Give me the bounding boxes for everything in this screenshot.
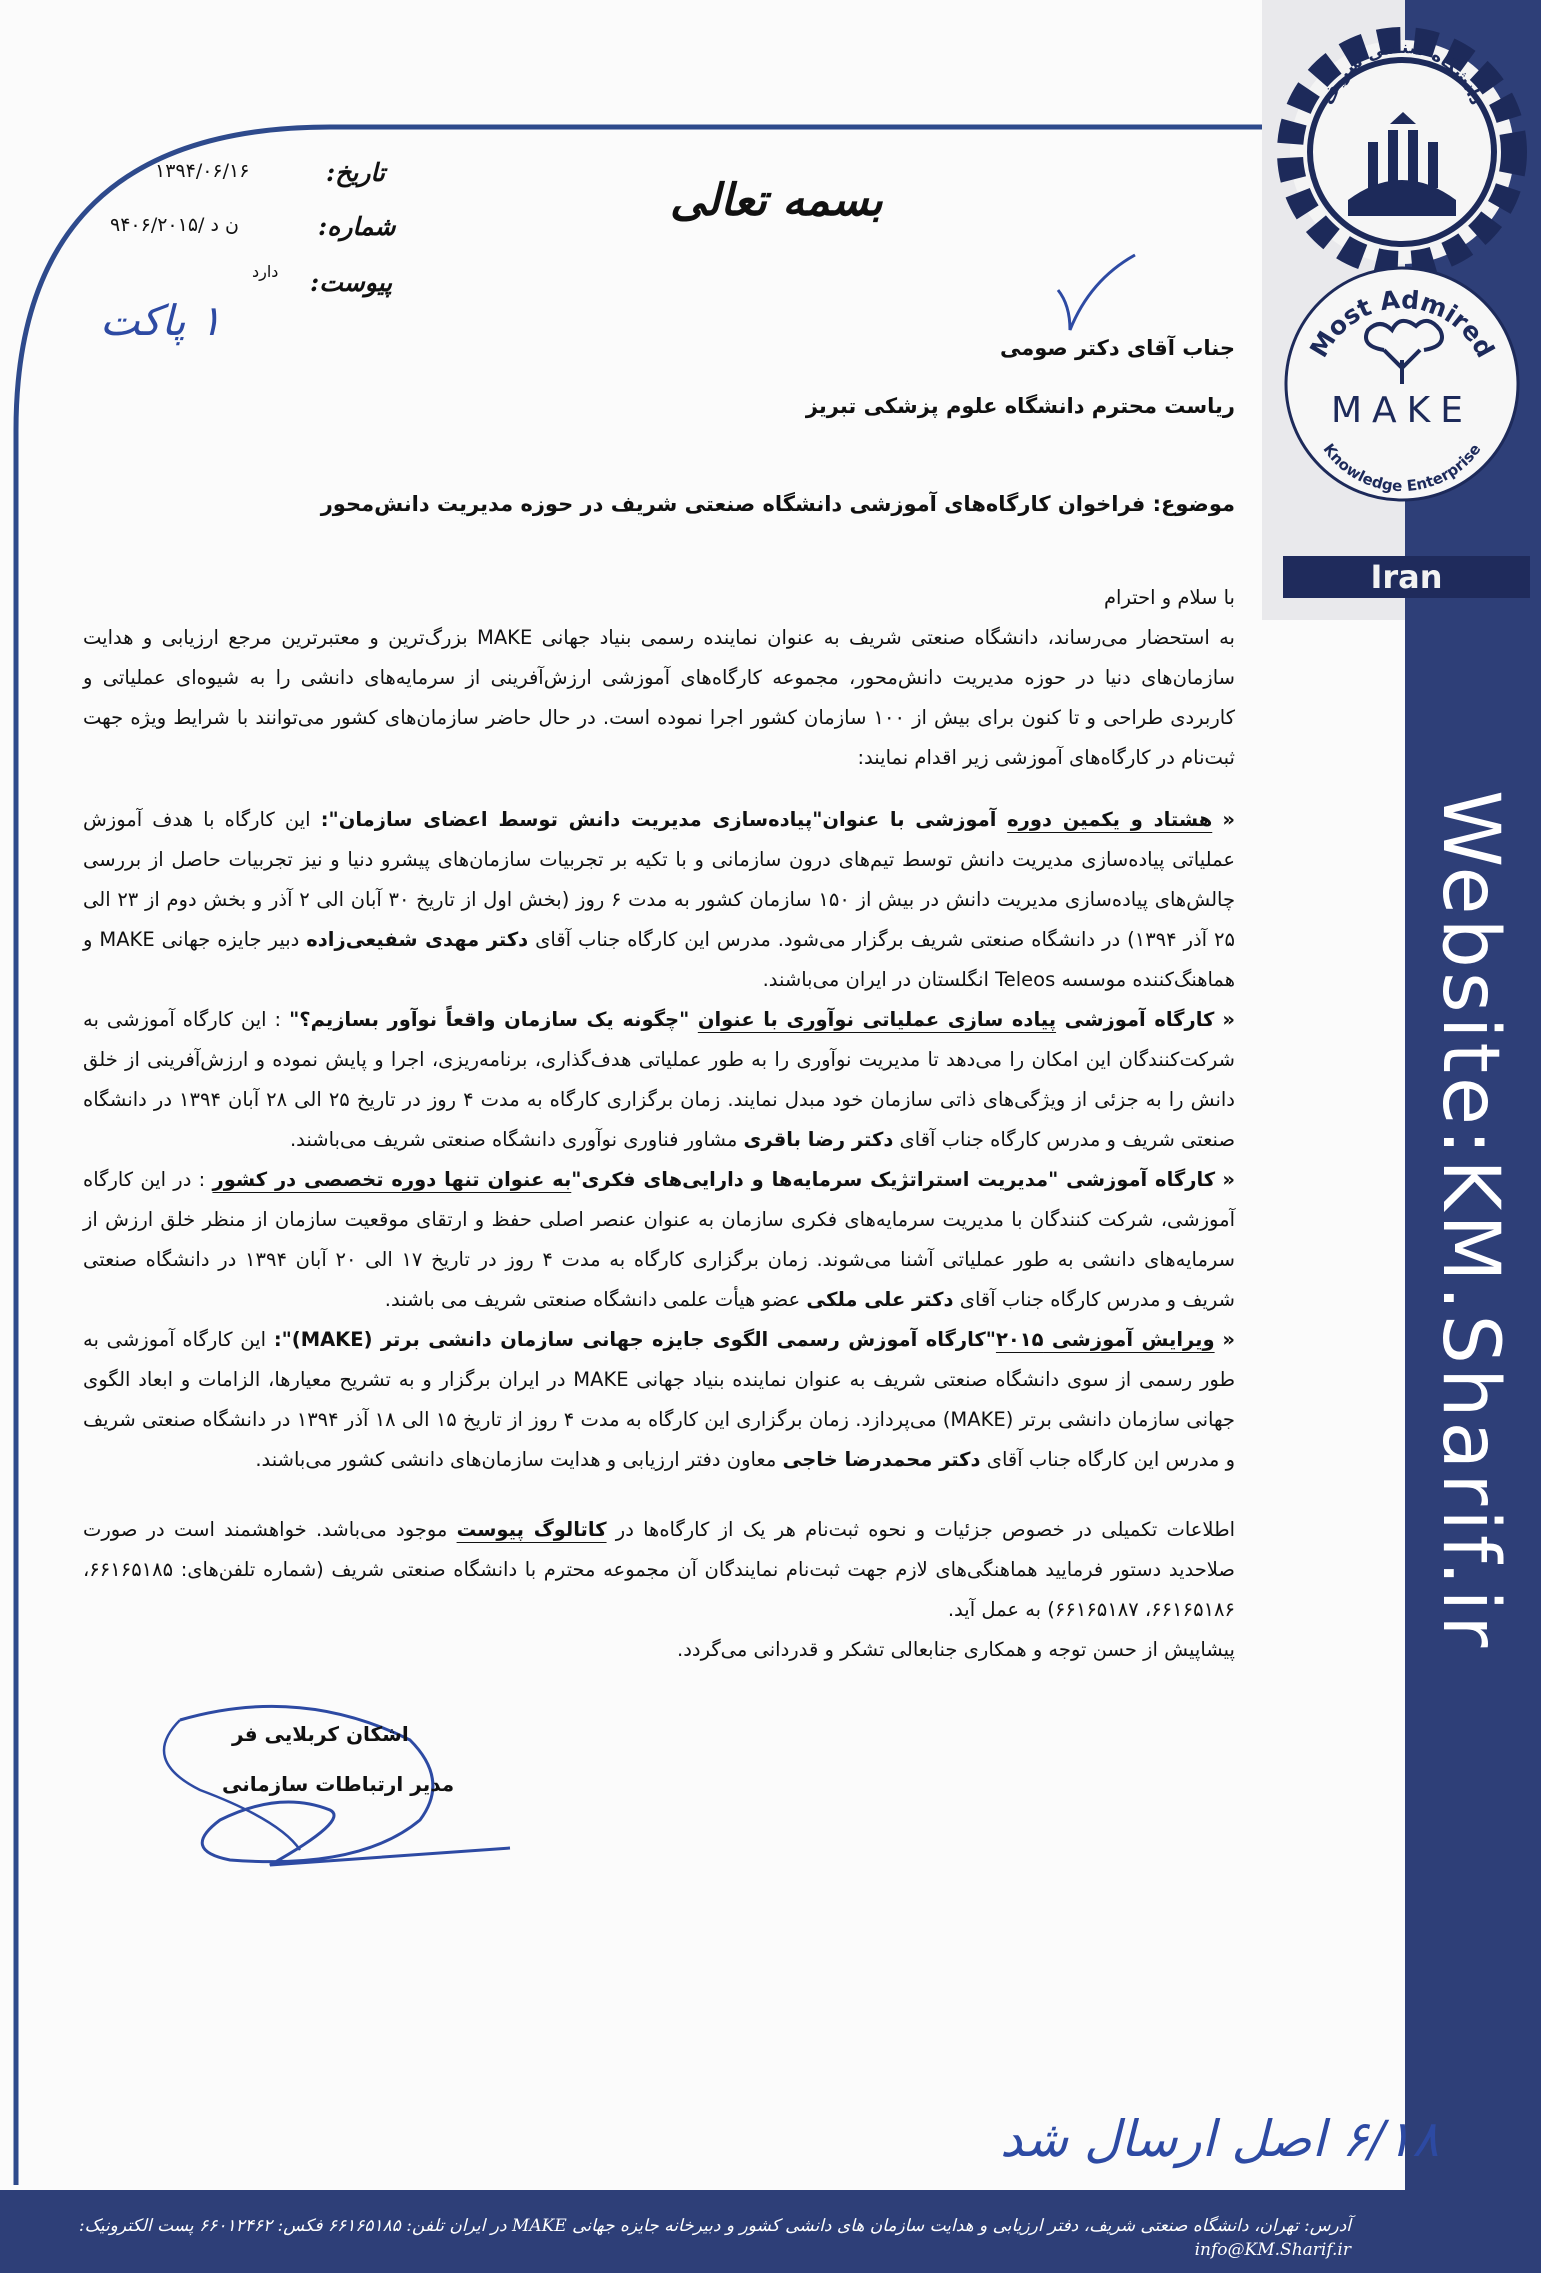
logo-text: دانشگاه صنعتی شریف (1318, 37, 1486, 108)
body-text: : این کارگاه آموزشی به شرکت‌کنندگان این امکان را می‌دهد تا مدیریت نوآوری را به طور عملیاتی هدف‌گذاری، برنامه‌ریزی، اجرا و پایش نموده و ارزش‌آفرینی از خلق دانش را به جزئی از ویژگی‌های ذاتی سازمان خود مبدل نمایند. زمان برگزاری کارگاه به مدت ۴ روز در تاریخ ۲۵ الی ۲۸ آبان ۱۳۹۴ در دانشگاه صنعتی شریف و مدرس کارگاه جناب آقای (83, 1008, 1235, 1151)
thanks-line: پیشاپیش از حسن توجه و همکاری جنابعالی تشکر و قدردانی می‌گردد. (677, 1638, 1235, 1661)
intro-paragraph: به استحضار می‌رساند، دانشگاه صنعتی شریف به عنوان نماینده رسمی بنیاد جهانی MAKE بزرگ‌ترین و معتبرترین مرجع ارزیابی و هدایت سازمان‌های دنیا در حوزه مدیریت دانش‌محور، مجموعه کارگاه‌های آموزشی ارزش‌آفرینی از سرمایه‌های دانشی را به شیوه‌ای عملیاتی و کاربردی طراحی و تا کنون برای بیش از ۱۰۰ سازمان کشور اجرا نموده است. در حال حاضر سازمان‌های کشور می‌توانند با شرایط ویژه جهت ثبت‌نام در کارگاه‌های آموزشی زیر اقدام نمایند: (83, 626, 1235, 769)
emphasized-text: به عنوان تنها دوره تخصصی در کشور (212, 1168, 572, 1191)
body-text: اطلاعات تکمیلی در خصوص جزئیات و نحوه ثبت‌نام هر یک از کارگاه‌ها در (606, 1518, 1236, 1541)
attachment-label: پیوست: (310, 268, 393, 297)
emphasized-text: "چگونه یک سازمان واقعاً نوآور بسازیم؟" (289, 1008, 698, 1031)
date-label: تاریخ: (326, 158, 385, 187)
checkmark-icon (1050, 250, 1140, 340)
footer-email-link[interactable]: info@KM.Sharif.ir (1194, 2240, 1351, 2260)
make-award-logo (1280, 262, 1530, 512)
footer-address (20, 2214, 1351, 2262)
body-text: این کارگاه با هدف آموزش عملیاتی پیاده‌سازی مدیریت دانش توسط تیم‌های درون سازمانی و با تکیه بر تجربیات سازمان‌های پیشرو دنیا و نیز تجربیات حاصل از بررسی چالش‌های پیاده‌سازی مدیریت دانش در بیش از ۱۵۰ سازمان کشور به مدت ۶ روز (بخش اول از تاریخ ۳۰ آبان الی ۲ آذر و بخش دوم از ۲۳ الی ۲۵ آذر ۱۳۹۴) در دانشگاه صنعتی شریف برگزار می‌شود. مدرس این کارگاه جناب آقای (83, 808, 1236, 951)
emphasized-text: هشتاد و یکمین دوره (1007, 808, 1213, 831)
handwritten-dispatch-note: ۶/۱۸ اصل ارسال شد (1000, 2110, 1439, 2168)
emphasized-text: "کارگاه آموزش رسمی الگوی جایزه جهانی سازمان دانشی برتر (MAKE)": (273, 1328, 996, 1351)
footer-address-text: آدرس: تهران، دانشگاه صنعتی شریف، دفتر ارزیابی و هدایت سازمان های دانشی کشور و دبیرخانه جایزه جهانی MAKE در ایران تلفن: ۶۶۱۶۵۱۸۵ فکس: ۶۶۰۱۲۴۶۲ پست الکترونیک: (78, 2216, 1351, 2236)
body-text: مشاور فناوری نوآوری دانشگاه صنعتی شریف می‌باشند. (289, 1128, 744, 1151)
website-vertical-text: Website:KM.Sharif.ir (1425, 790, 1515, 1652)
handwritten-attachment-note: ۱ پاکت (100, 296, 222, 345)
country-label: Iran (1283, 556, 1530, 598)
bullet-icon: « (1222, 1008, 1235, 1031)
emphasized-text: کارگاه آموزشی (1056, 1008, 1215, 1031)
body-text: : در این کارگاه آموزشی، شرکت کنندگان با مدیریت سرمایه‌های فکری سازمان به عنوان عنصر اصلی حفظ و ارتقای موقعیت سازمان از منظر خلق ارزش از سرمایه‌های دانشی به طور عملیاتی آشنا می‌شوند. زمان برگزاری کارگاه به مدت ۴ روز در تاریخ ۱۷ الی ۲۰ آبان ۱۳۹۴ در دانشگاه صنعتی شریف و مدرس کارگاه جناب آقای (83, 1168, 1236, 1311)
emphasized-text: دکتر رضا باقری (743, 1128, 894, 1151)
emphasized-text: کاتالوگ پیوست (456, 1518, 607, 1541)
footer-bar (0, 2190, 1541, 2273)
recipient-name: جناب آقای دکتر صومی (999, 336, 1235, 360)
bullet-icon: « (1222, 1328, 1236, 1351)
attachment-value: دارد (252, 262, 279, 281)
date-value: ۱۳۹۴/۰۶/۱۶ (155, 160, 250, 182)
body-text: عضو هیأت علمی دانشگاه صنعتی شریف می باشند. (384, 1288, 807, 1311)
emphasized-text: دکتر محمدرضا خاجی (782, 1448, 981, 1471)
sharif-university-logo (1268, 20, 1538, 285)
body-text: معاون دفتر ارزیابی و هدایت سازمان‌های دانشی کشور می‌باشند. (255, 1448, 783, 1471)
emphasized-text: کارگاه آموزشی "مدیریت استراتژیک سرمایه‌ها و دارایی‌های فکری" (571, 1168, 1216, 1191)
body-text: موجود می‌باشد. خواهشمند است در صورت صلاحدید دستور فرمایید هماهنگی‌های لازم جهت ثبت‌نام نمایندگان آن مجموعه محترم با دانشگاه صنعتی شریف (شماره تلفن‌های: ۶۶۱۶۵۱۸۵، ۶۶۱۶۵۱۸۶، ۶۶۱۶۵۱۸۷) به عمل آید. (83, 1518, 1235, 1621)
emphasized-text: دکتر مهدی شفیعی‌زاده (306, 928, 529, 951)
number-value: ن د /۹۴۰۶/۲۰۱۵ (110, 214, 239, 236)
bullet-icon: « (1222, 808, 1236, 831)
recipient-title: ریاست محترم دانشگاه علوم پزشکی تبریز (805, 394, 1235, 418)
body-text: این کارگاه آموزشی به طور رسمی از سوی دانشگاه صنعتی شریف به عنوان نماینده بنیاد جهانی MAKE در ایران برگزار و به تشریح معیارها، الزامات و ابعاد الگوی جهانی سازمان دانشی برتر (MAKE) می‌پردازد. زمان برگزاری این کارگاه به مدت ۴ روز از تاریخ ۱۵ الی ۱۸ آذر ۱۳۹۴ در دانشگاه صنعتی شریف و مدرس این کارگاه جناب آقای (83, 1328, 1235, 1471)
letter-body (83, 578, 1235, 1890)
signature-block (83, 1720, 1235, 1890)
number-label: شماره: (318, 212, 396, 241)
workshop-item (83, 1160, 1235, 1320)
bullet-icon: « (1222, 1168, 1235, 1191)
workshop-item (83, 800, 1235, 1000)
signatory-name: اشکان کربلایی فر (232, 1722, 409, 1746)
workshop-item (83, 1320, 1235, 1480)
emphasized-text: پیاده سازی عملیاتی نوآوری با عنوان (697, 1008, 1057, 1031)
make-logo-bottom-text: Knowledge Enterprise (1319, 440, 1485, 496)
invocation: بسمه تعالی (670, 175, 883, 226)
make-logo-top-text: Most Admired (1304, 284, 1501, 363)
make-logo-wordmark: MAKE (1330, 390, 1474, 431)
emphasized-text: دکتر علی ملکی (806, 1288, 954, 1311)
workshop-item (83, 1000, 1235, 1160)
body-text: دبیر جایزه جهانی MAKE و هماهنگ‌کننده موسسه Teleos انگلستان در ایران می‌باشند. (83, 928, 1235, 991)
emphasized-text: آموزشی با عنوان"پیاده‌سازی مدیریت دانش توسط اعضای سازمان": (320, 808, 1008, 831)
letter-subject: موضوع: فراخوان کارگاه‌های آموزشی دانشگاه صنعتی شریف در حوزه مدیریت دانش‌محور (320, 492, 1235, 516)
emphasized-text: ویرایش آموزشی ۲۰۱۵ (995, 1328, 1215, 1351)
signatory-title: مدیر ارتباطات سازمانی (222, 1772, 455, 1796)
greeting: با سلام و احترام (1103, 586, 1235, 609)
closing-paragraph (83, 1510, 1235, 1630)
